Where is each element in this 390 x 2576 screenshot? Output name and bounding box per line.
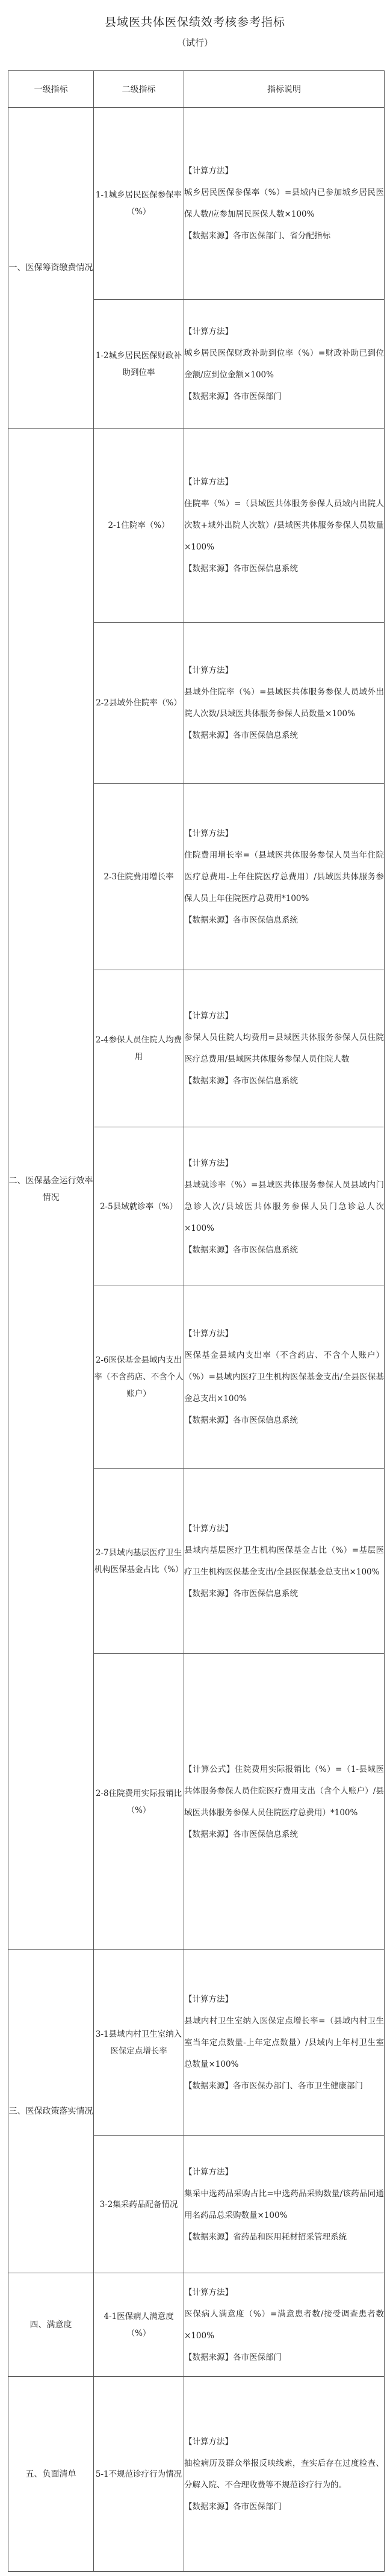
level1-indicator-cell: 四、满意度	[8, 2273, 94, 2377]
indicator-description-cell	[184, 970, 385, 1127]
level2-indicator-cell: 5-1不规范诊疗行为情况	[94, 2377, 184, 2572]
header-description: 指标说明	[184, 71, 385, 108]
description-line: 县域就诊率（%）=县域医共体服务参保人员县域内门急诊人次/县域医共体服务参保人员门急诊总人次×100%	[184, 1180, 384, 1233]
indicator-description-cell	[184, 1950, 385, 2136]
description-line: 抽检病历及群众举报反映线索，查实后存在过度检查、分解入院、不合理收费等不规范诊疗行为的。	[184, 2458, 384, 2490]
description-line: 【计算方法】	[184, 2167, 233, 2177]
document-title: 县域医共体医保绩效考核参考指标	[104, 16, 285, 29]
description-line: 【数据来源】各市医保信息系统	[184, 1416, 298, 1425]
level2-indicator-cell: 3-1县域内村卫生室纳入医保定点增长率	[94, 1950, 184, 2136]
header-level1: 一级指标	[8, 71, 94, 108]
description-line: 【计算方法】	[184, 477, 233, 487]
description-line: 【数据来源】各市医保信息系统	[184, 1829, 298, 1839]
description-line: 【数据来源】各市医保信息系统	[184, 1588, 298, 1599]
indicator-description-cell	[184, 1127, 385, 1286]
description-line: 【计算方法】	[184, 2436, 233, 2447]
description-line: 【数据来源】各市医保办部门、各市卫生健康部门	[184, 2081, 363, 2091]
description-line: 【计算方法】	[184, 1995, 233, 2004]
description-line: 【计算方法】	[184, 666, 233, 675]
description-line: 城乡居民医保财政补助到位率（%）=财政补助已到位金额/应到位金额×100%	[184, 348, 384, 380]
table-body	[8, 108, 385, 2572]
table-row	[8, 429, 385, 623]
document-subtitle: （试行）	[176, 37, 213, 48]
indicator-description-cell	[184, 784, 385, 970]
description-line: 【计算方法】	[184, 326, 233, 336]
indicator-description-cell	[184, 2377, 385, 2572]
description-line: 【数据来源】各市医保部门	[184, 2501, 282, 2512]
level2-indicator-cell: 3-2集采药品配备情况	[94, 2136, 184, 2273]
indicator-description-cell	[184, 2273, 385, 2377]
description-line: 住院费用增长率=（县域医共体服务参保人员当年住院医疗总费用-上年住院医疗总费用）/县域医共体服务参保人员上年住院医疗总费用*100%	[184, 850, 384, 903]
description-line: 城乡居民医保参保率（%）=县域内已参加城乡居民医保人数/应参加居民医保人数×100%	[184, 188, 384, 219]
level1-indicator-cell: 五、负面清单	[8, 2377, 94, 2572]
table-row	[8, 2273, 385, 2377]
description-line: 【计算方法】	[184, 2287, 233, 2297]
description-line: 【数据来源】各市医保信息系统	[184, 731, 298, 740]
table-header-row	[8, 71, 385, 108]
description-line: 【数据来源】各市医保信息系统	[184, 915, 298, 925]
description-line: 医保基金县域内支出率（不含药店、不含个人账户）（%）=县域内医疗卫生机构医保基金支出/全县医保基金总支出×100%	[184, 1351, 384, 1404]
level2-indicator-cell: 2-7县域内基层医疗卫生机构医保基金占比（%）	[94, 1469, 184, 1654]
description-line: 【计算方法】	[184, 1011, 233, 1021]
description-line: 【数据来源】各市医保信息系统	[184, 1076, 298, 1086]
description-line: 住院率（%）=（县域医共体服务参保人员域内出院人次数+域外出院人次数）/县域医共体服务参保人员数量×100%	[184, 499, 384, 552]
level2-indicator-cell: 2-4参保人员住院人均费用	[94, 970, 184, 1127]
indicator-description-cell	[184, 1654, 385, 1950]
description-line: 【计算方法】	[184, 1329, 233, 1339]
header-level2: 二级指标	[94, 71, 184, 108]
description-line: 集采中选药品采购占比=中选药品采购数量/该药品同通用名药品总采购数量×100%	[184, 2188, 384, 2220]
indicator-description-cell	[184, 1469, 385, 1654]
level2-indicator-cell: 4-1医保病人满意度（%）	[94, 2273, 184, 2377]
description-line: 【计算方法】	[184, 828, 233, 838]
level2-indicator-cell: 2-8住院费用实际报销比（%）	[94, 1654, 184, 1950]
description-line: 【计算方法】	[184, 1523, 233, 1534]
description-line: 县域内村卫生室纳入医保定点增长率=（县域内村卫生室当年定点数量-上年定点数量）/县域内上年村卫生室总数量×100%	[184, 2016, 384, 2069]
indicator-description-cell	[184, 1286, 385, 1469]
description-line: 【数据来源】各市医保部门	[184, 391, 282, 401]
level1-indicator-cell: 二、医保基金运行效率情况	[8, 429, 94, 1950]
level1-indicator-cell: 一、医保筹资缴费情况	[8, 108, 94, 429]
description-line: 县域外住院率（%）=县域医共体服务参保人员域外出院人次数/县域医共体服务参保人员数量×100%	[184, 687, 384, 719]
description-line: 【数据来源】省药品和医用耗材招采管理系统	[184, 2232, 347, 2242]
indicator-description-cell	[184, 429, 385, 623]
level2-indicator-cell: 2-1住院率（%）	[94, 429, 184, 623]
description-line: 【数据来源】各市医保信息系统	[184, 564, 298, 574]
level2-indicator-cell: 1-1城乡居民医保参保率（%）	[94, 108, 184, 300]
description-line: 【计算方法】	[184, 1158, 233, 1168]
description-line: 县域内基层医疗卫生机构医保基金占比（%）=基层医疗卫生机构医保基金支出/全县医保基金总支出×100%	[184, 1545, 384, 1577]
description-line: 【计算方法】	[184, 166, 233, 176]
description-line: 医保病人满意度（%）=满意患者数/接受调查患者数×100%	[184, 2309, 384, 2341]
table-row	[8, 1950, 385, 2136]
indicator-description-cell	[184, 623, 385, 784]
indicator-description-cell	[184, 2136, 385, 2273]
indicator-table	[8, 70, 385, 2572]
description-line: 【数据来源】各市医保部门、省分配指标	[184, 231, 330, 241]
level2-indicator-cell: 1-2城乡居民医保财政补助到位率	[94, 300, 184, 429]
level2-indicator-cell: 2-3住院费用增长率	[94, 784, 184, 970]
indicator-description-cell	[184, 300, 385, 429]
description-line: 【数据来源】各市医保信息系统	[184, 1245, 298, 1255]
table-row	[8, 108, 385, 300]
table-row	[8, 2377, 385, 2572]
description-line: 参保人员住院人均费用=县域医共体服务参保人员住院医疗总费用/县域医共体服务参保人员住院人数	[184, 1033, 384, 1064]
level2-indicator-cell: 2-5县域就诊率（%）	[94, 1127, 184, 1286]
level2-indicator-cell: 2-2县域外住院率（%）	[94, 623, 184, 784]
level2-indicator-cell: 2-6医保基金县域内支出率（不含药店、不含个人账户）	[94, 1286, 184, 1469]
level1-indicator-cell: 三、医保政策落实情况	[8, 1950, 94, 2273]
description-line: 【计算公式】住院费用实际报销比（%）=（1-县域医共体服务参保人员住院医疗费用支出（含个人账户）/县域医共体服务参保人员住院医疗总费用）*100%	[184, 1764, 384, 1818]
description-line: 【数据来源】各市医保部门	[184, 2352, 282, 2362]
indicator-description-cell	[184, 108, 385, 300]
